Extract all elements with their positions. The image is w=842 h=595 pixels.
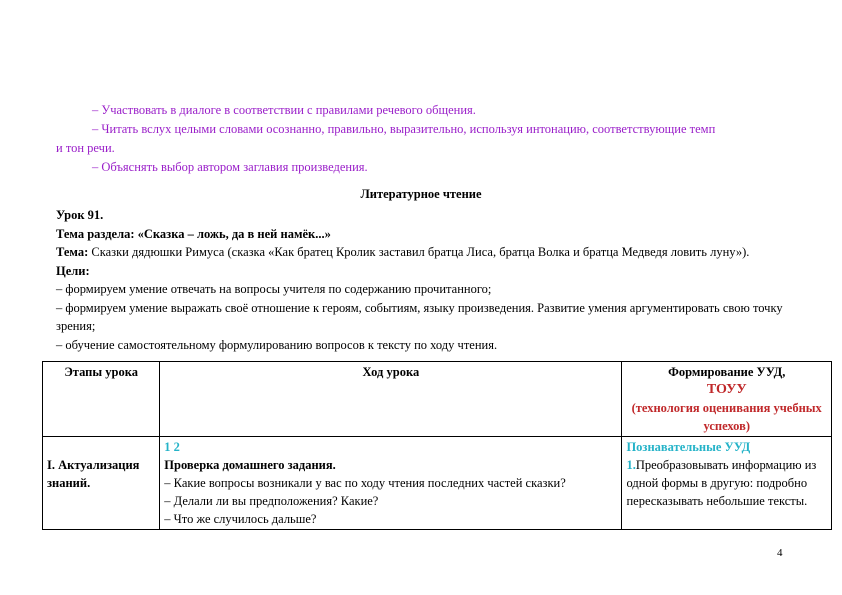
toyy-heading: ТОУУ [706,382,747,397]
stage-cell [43,437,160,530]
uud-title: Познавательные УУД [626,440,751,454]
header-course: Ход урока [160,362,622,437]
uud-heading: Формирование УУД, [668,365,786,379]
subject-title: Литературное чтение [360,187,482,201]
uud-item-number: 1. [626,458,636,472]
header-stages: Этапы урока [43,362,160,437]
table-header-row [43,362,832,437]
lesson-goal: – формируем умение отвечать на вопросы учителя по содержанию прочитанного; [56,282,492,296]
uud-item [626,456,827,510]
lesson-goal: – формируем умение выражать своё отношение к героям, событиям, языку произведения. Развитие умения аргументировать свою точку зрения; [56,300,783,333]
question: – Делали ли вы предположения? Какие? [164,494,379,508]
homework-check: Проверка домашнего задания. [164,458,336,472]
header-uud [622,362,832,437]
lesson-plan-table [42,361,832,530]
continued-goals [56,101,796,177]
lesson-number: Урок 91. [56,208,104,222]
course-cell [160,437,622,530]
section-topic: Тема раздела: «Сказка – ложь, да в ней намёк...» [56,226,331,241]
slide-numbers: 1 2 [164,440,180,454]
uud-item-text: Преобразовывать информацию из одной формы в другую: подробно пересказывать небольшие тексты. [626,458,817,508]
goal-line: – Объяснять выбор автором заглавия произведения. [92,160,368,174]
lesson-goal: – обучение самостоятельному формулированию вопросов к тексту по ходу чтения. [56,337,498,352]
table-row [43,437,832,530]
goal-line: – Участвовать в диалоге в соответствии с правилами речевого общения. [92,103,476,117]
goals-label: Цели: [56,263,90,278]
question: – Что же случилось дальше? [164,512,317,526]
uud-cell [622,437,832,530]
goal-line: – Читать вслух целыми словами осознанно, правильно, выразительно, используя интонацию, соответствующие темп [92,122,716,136]
tech-heading: (технология оценивания учебных успехов) [631,401,822,433]
goal-line: и тон речи. [56,141,115,155]
page-number: 4 [777,547,783,559]
lesson-info [56,206,796,354]
topic-label: Тема: [56,245,89,259]
stage-name: I. Актуализация знаний. [47,458,140,490]
topic-text: Сказки дядюшки Римуса (сказка «Как братец Кролик заставил братца Лиса, братца Волка и братца Медведя ловить луну»). [88,245,750,259]
question: – Какие вопросы возникали у вас по ходу чтения последних частей сказки? [164,476,566,490]
lesson-topic [56,243,796,262]
